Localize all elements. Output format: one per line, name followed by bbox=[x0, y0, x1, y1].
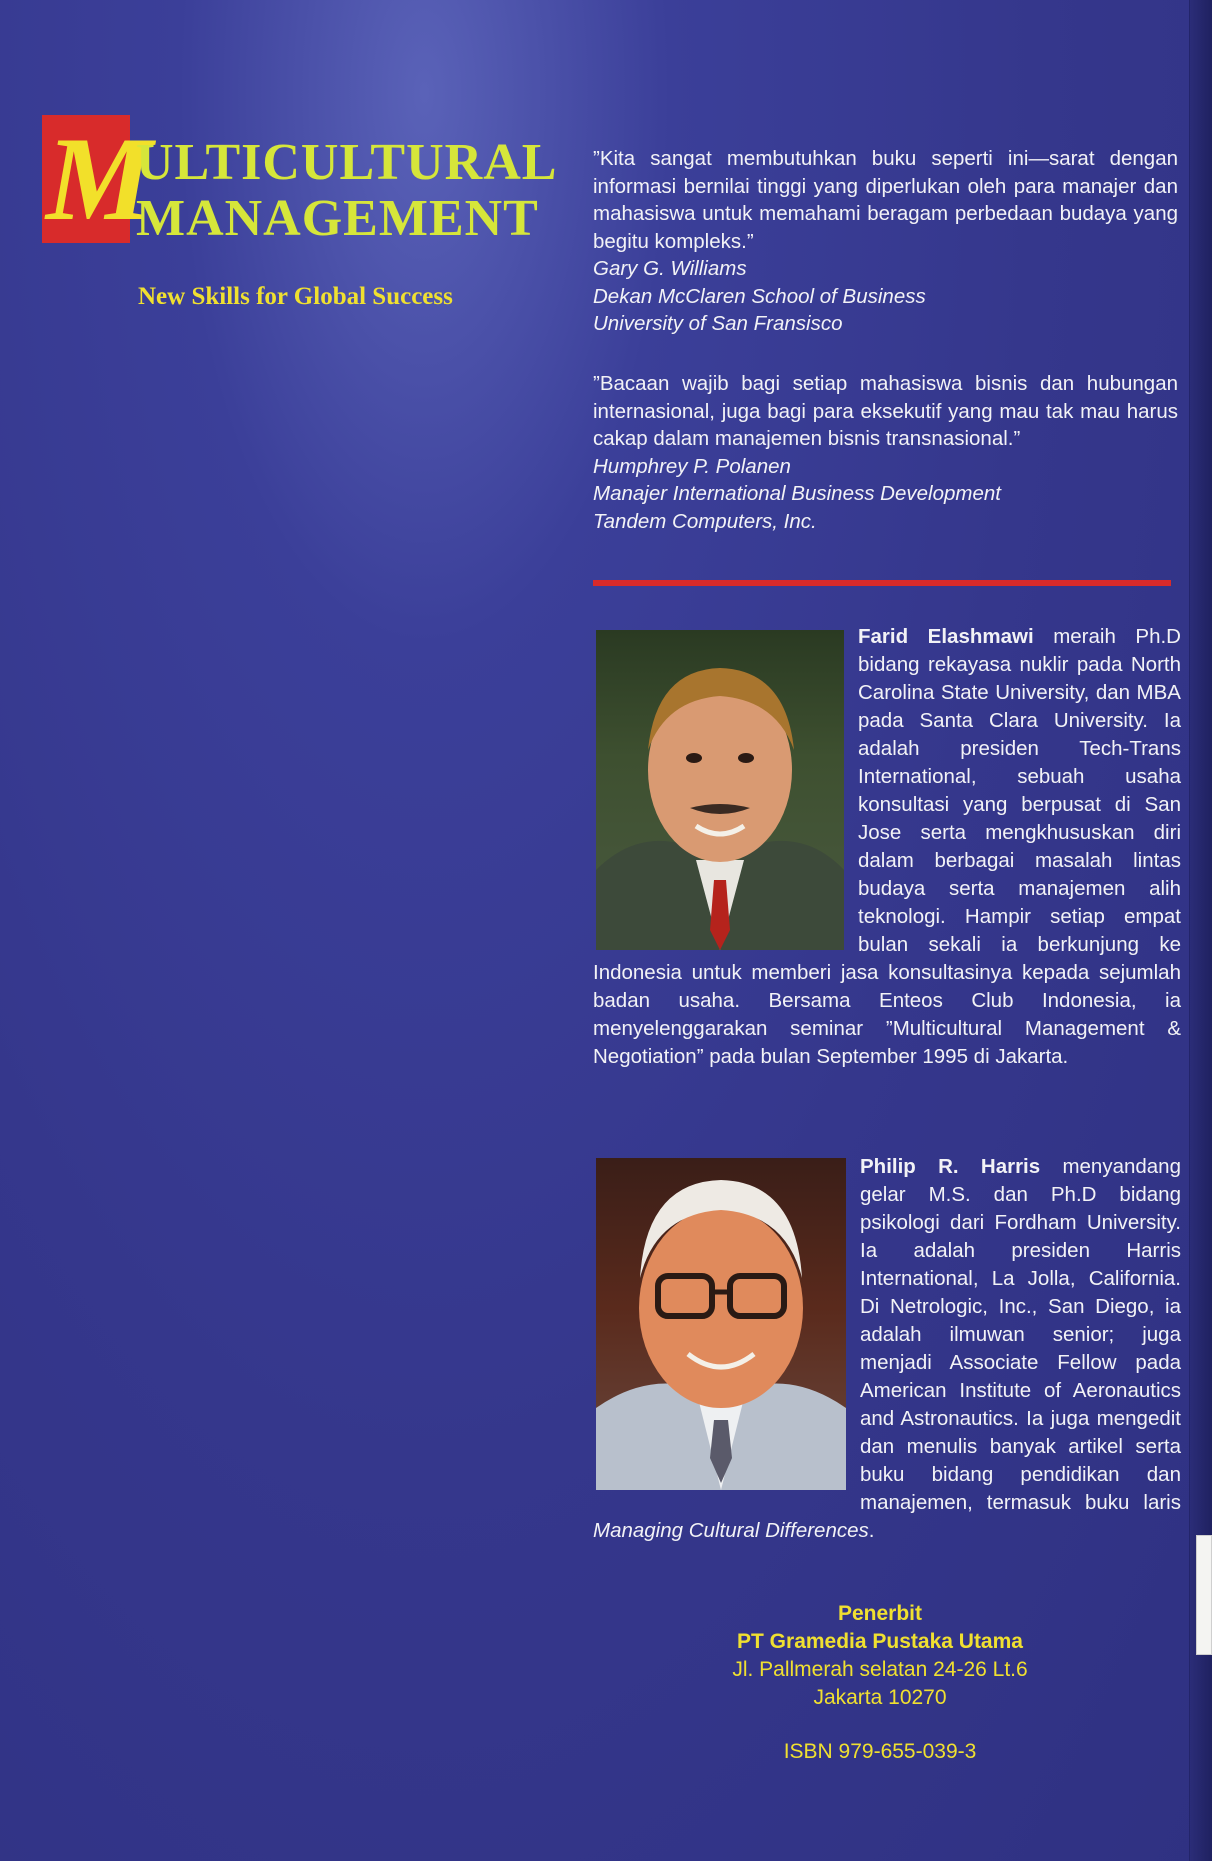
publisher-city: Jakarta 10270 bbox=[813, 1686, 947, 1709]
author-1-bio: meraih Ph.D bidang rekayasa nuklir pada North Carolina State University, dan MBA pada Santa Clara University. Ia adalah presiden Tech-Trans International, sebuah usaha konsultasi yang berpusat di San Jose serta mengkhususkan diri dalam berbagai masalah lintas budaya serta manajemen alih teknologi. Hampir setiap empat bulan sekali ia berkunjung ke Indonesia untuk memberi jasa konsultasinya kepada sejumlah badan usaha. Bersama Enteos Club Indonesia, ia menyelenggarakan seminar ”Multicultural Management & Negotiation” pada bulan September 1995 di Jakarta. bbox=[593, 625, 1181, 1068]
author-2-bio-end: . bbox=[868, 1519, 875, 1542]
author-2-bio: menyandang gelar M.S. dan Ph.D bidang psikologi dari Fordham University. Ia adalah presiden Harris International, La Jolla, California. Di Netrologic, Inc., San Diego, ia adalah ilmuwan senior; juga menjadi Associate Fellow pada American Institute of Aeronautics and Astronautics. Ia juga mengedit dan menulis banyak artikel serta buku bidang pendidikan dan manajemen, termasuk buku laris bbox=[860, 1155, 1181, 1514]
quote-1-text: ”Kita sangat membutuhkan buku seperti ini—sarat dengan informasi bernilai tinggi yang diperlukan oleh para manajer dan mahasiswa untuk memahami beragam perbedaan budaya yang begitu kompleks.” bbox=[593, 147, 1178, 253]
logo-initial: M bbox=[46, 112, 153, 245]
author-photo-1 bbox=[596, 630, 844, 950]
quote-1-author: Gary G. Williams bbox=[593, 257, 747, 280]
publisher-block bbox=[680, 1600, 1080, 1766]
publisher-name: PT Gramedia Pustaka Utama bbox=[737, 1630, 1023, 1653]
quote-1-role: Dekan McClaren School of Business bbox=[593, 284, 926, 308]
author-2-book-title: Managing Cultural Differences bbox=[593, 1519, 869, 1542]
quote-2-org: Tandem Computers, Inc. bbox=[593, 509, 817, 533]
logo-subtitle: New Skills for Global Success bbox=[138, 283, 453, 310]
author-1-name: Farid Elashmawi bbox=[858, 625, 1034, 648]
red-divider bbox=[593, 580, 1171, 586]
quote-1-org: University of San Fransisco bbox=[593, 312, 843, 335]
publisher-address: Jl. Pallmerah selatan 24-26 Lt.6 bbox=[732, 1658, 1028, 1681]
quote-2-text: ”Bacaan wajib bagi setiap mahasiswa bisnis dan hubungan internasional, juga bagi para eksekutif yang mau tak mau harus cakap dalam manajemen bisnis transnasional.” bbox=[593, 372, 1178, 450]
quote-1 bbox=[593, 145, 1178, 338]
author-bio-2 bbox=[593, 1153, 1181, 1545]
quote-2 bbox=[593, 370, 1178, 535]
quote-2-author: Humphrey P. Polanen bbox=[593, 454, 791, 478]
author-2-name: Philip R. Harris bbox=[860, 1155, 1041, 1178]
logo-title-line2: MANAGEMENT bbox=[136, 190, 539, 247]
isbn: ISBN 979-655-039-3 bbox=[783, 1740, 977, 1763]
title-logo bbox=[42, 112, 562, 325]
quote-2-role: Manajer International Business Development bbox=[593, 482, 1001, 505]
library-sticker bbox=[1196, 1535, 1212, 1655]
author-photo-2 bbox=[596, 1158, 846, 1490]
logo-title-line1: ULTICULTURAL bbox=[136, 134, 558, 191]
author-bio-1 bbox=[593, 623, 1181, 1071]
publisher-label: Penerbit bbox=[837, 1602, 923, 1625]
